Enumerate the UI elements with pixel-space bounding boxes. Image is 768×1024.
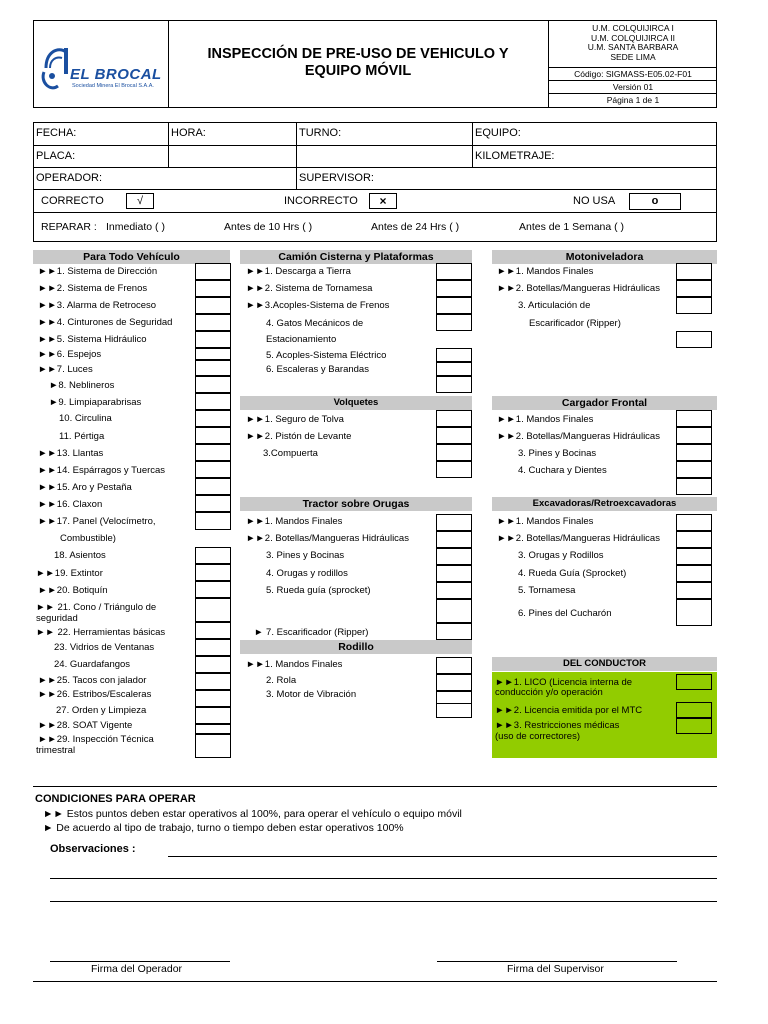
info-col-line-2 xyxy=(296,122,297,189)
todo-vehiculo-checkbox[interactable] xyxy=(195,478,231,495)
column-3-item: conducción y/o operación xyxy=(495,687,603,698)
units-list xyxy=(549,24,717,62)
observaciones-line-1[interactable] xyxy=(168,856,717,857)
todo-vehiculo-checkbox[interactable] xyxy=(195,495,231,512)
unit-1: U.M. COLQUIJIRCA I xyxy=(592,23,674,33)
tractor-header: Tractor sobre Orugas xyxy=(240,497,472,511)
todo-vehiculo-item: ►►5. Sistema Hidráulico xyxy=(38,334,147,345)
column-2-item: ►►1. Mandos Finales xyxy=(246,659,343,670)
info-col-line-3 xyxy=(472,122,473,167)
column-2-item: 6. Escaleras y Barandas xyxy=(266,364,369,375)
column-2-checkbox[interactable] xyxy=(436,657,472,674)
column-3-checkbox[interactable] xyxy=(676,331,712,348)
supervisor-label[interactable]: SUPERVISOR: xyxy=(299,172,374,184)
column-2-checkbox[interactable] xyxy=(436,674,472,691)
column-2-item: ►►2. Pistón de Levante xyxy=(246,431,352,442)
todo-vehiculo-checkbox[interactable] xyxy=(195,598,231,622)
column-3-item: ►►1. LICO (Licencia interna de xyxy=(495,677,633,688)
column-3-checkbox[interactable] xyxy=(676,280,712,297)
form-title-line1: INSPECCIÓN DE PRE-USO DE VEHICULO Y xyxy=(207,46,509,62)
column-2-checkbox[interactable] xyxy=(436,348,472,362)
column-2-checkbox[interactable] xyxy=(436,314,472,331)
column-2-checkbox[interactable] xyxy=(436,427,472,444)
todo-vehiculo-checkbox[interactable] xyxy=(195,639,231,656)
unit-4: SEDE LIMA xyxy=(610,51,656,62)
form-version: Versión 01 xyxy=(612,82,654,92)
column-3-checkbox[interactable] xyxy=(676,297,712,314)
todo-vehiculo-checkbox[interactable] xyxy=(195,581,231,598)
column-3-checkbox[interactable] xyxy=(676,427,712,444)
form-title-line2: EQUIPO MÓVIL xyxy=(304,63,412,79)
column-3-checkbox[interactable] xyxy=(676,565,712,582)
column-2-checkbox[interactable] xyxy=(436,565,472,582)
todo-vehiculo-checkbox[interactable] xyxy=(195,444,231,461)
todo-vehiculo-item: 10. Circulina xyxy=(59,413,112,424)
conductor-checkbox[interactable] xyxy=(676,674,712,690)
column-2-item: ►►3.Acoples-Sistema de Frenos xyxy=(246,300,390,311)
column-3-item: 3. Orugas y Rodillos xyxy=(518,550,604,561)
firma-operador-line[interactable] xyxy=(50,961,230,962)
todo-vehiculo-checkbox[interactable] xyxy=(195,547,231,564)
header-code-line xyxy=(548,67,717,68)
column-3-item: ►►3. Restricciones médicas xyxy=(495,720,620,731)
column-3-checkbox[interactable] xyxy=(676,548,712,565)
no-usa-box xyxy=(629,193,681,210)
todo-vehiculo-item: ►►7. Luces xyxy=(38,364,93,375)
column-3-item: Escarificador (Ripper) xyxy=(529,318,621,329)
column-2-item: ►►1. Descarga a Tierra xyxy=(246,266,351,277)
column-2-item: 4. Orugas y rodillos xyxy=(266,568,348,579)
firma-operador-label: Firma del Operador xyxy=(91,963,183,975)
todo-vehiculo-item: ►►6. Espejos xyxy=(38,349,102,360)
form-code: Código: SIGMASS-E05.02-F01 xyxy=(574,69,692,79)
company-subtitle: Sociedad Minera El Brocal S.A.A. xyxy=(72,83,154,89)
column-3-item: ►►1. Mandos Finales xyxy=(497,414,594,425)
todo-vehiculo-checkbox[interactable] xyxy=(195,393,231,410)
company-logo xyxy=(36,38,166,94)
todo-vehiculo-checkbox[interactable] xyxy=(195,360,231,376)
kilometraje-label[interactable]: KILOMETRAJE: xyxy=(475,150,555,162)
todo-vehiculo-item: ►►28. SOAT Vigente xyxy=(38,720,133,731)
firma-supervisor-label: Firma del Supervisor xyxy=(507,963,604,975)
column-2-checkbox[interactable] xyxy=(436,376,472,393)
todo-vehiculo-item: ►►17. Panel (Velocímetro, xyxy=(38,516,156,527)
column-3-item: 3. Pines y Bocinas xyxy=(518,448,597,459)
column-2-checkbox[interactable] xyxy=(436,703,472,718)
reparar-label: REPARAR : xyxy=(41,221,97,233)
todo-vehiculo-item: ►8. Neblineros xyxy=(49,380,115,391)
todo-vehiculo-checkbox[interactable] xyxy=(195,724,231,734)
todo-vehiculo-item: 27. Orden y Limpieza xyxy=(56,705,147,716)
check-icon: √ xyxy=(136,195,144,207)
column-2-checkbox[interactable] xyxy=(436,263,472,280)
correcto-label: CORRECTO xyxy=(41,195,104,207)
equipo-label[interactable]: EQUIPO: xyxy=(475,127,521,139)
column-3-item: ►►2. Botellas/Mangueras Hidráulicas xyxy=(497,283,660,294)
conductor-header: DEL CONDUCTOR xyxy=(492,657,717,671)
column-3-item: (uso de correctores) xyxy=(495,731,581,742)
column-3-checkbox[interactable] xyxy=(676,531,712,548)
todo-vehiculo-item: 24. Guardafangos xyxy=(54,659,131,670)
todo-vehiculo-item: ►►2. Sistema de Frenos xyxy=(38,283,148,294)
todo-vehiculo-item: ►►20. Botiquín xyxy=(38,585,108,596)
todo-vehiculo-item: ►►16. Claxon xyxy=(38,499,103,510)
todo-vehiculo-item: ►►29. Inspección Técnica xyxy=(38,734,154,745)
column-2-checkbox[interactable] xyxy=(436,280,472,297)
column-2-item: 3.Compuerta xyxy=(263,448,318,459)
todo-vehiculo-checkbox[interactable] xyxy=(195,263,231,280)
todo-vehiculo-checkbox[interactable] xyxy=(195,461,231,478)
column-3-checkbox[interactable] xyxy=(676,582,712,599)
info-row-line-2 xyxy=(33,167,717,168)
todo-vehiculo-item: ►► 22. Herramientas básicas xyxy=(36,627,166,638)
todo-vehiculo-checkbox[interactable] xyxy=(195,376,231,393)
column-2-checkbox[interactable] xyxy=(436,531,472,548)
cargador-header: Cargador Frontal xyxy=(492,396,717,410)
excavadoras-header: Excavadoras/Retroexcavadoras xyxy=(492,497,717,511)
conductor-checkbox[interactable] xyxy=(676,702,712,718)
header-page-line xyxy=(548,93,717,94)
column-3-checkbox[interactable] xyxy=(676,514,712,531)
conductor-checkbox[interactable] xyxy=(676,718,712,734)
todo-vehiculo-item: ►►25. Tacos con jalador xyxy=(38,675,147,686)
column-2-item: ►►1. Mandos Finales xyxy=(246,516,343,527)
reparar-semana[interactable]: Antes de 1 Semana ( ) xyxy=(519,221,625,233)
info-col-line-1 xyxy=(168,122,169,167)
column-2-checkbox[interactable] xyxy=(436,514,472,531)
correcto-box xyxy=(126,193,154,209)
column-3-item: 3. Articulación de xyxy=(518,300,591,311)
todo-vehiculo-item: ►►1. Sistema de Dirección xyxy=(38,266,158,277)
column-3-item: ►►2. Botellas/Mangueras Hidráulicas xyxy=(497,431,660,442)
header-divider-left xyxy=(168,20,169,108)
condiciones-line-2: ► De acuerdo al tipo de trabajo, turno o tiempo deben estar operativos 100% xyxy=(43,822,404,834)
todo-vehiculo-checkbox[interactable] xyxy=(195,734,231,758)
todo-vehiculo-checkbox[interactable] xyxy=(195,427,231,444)
column-3-checkbox[interactable] xyxy=(676,599,712,626)
observaciones-label: Observaciones : xyxy=(50,843,136,855)
company-name: EL BROCAL xyxy=(70,66,162,83)
column-2-item: Estacionamiento xyxy=(266,334,337,345)
hora-label[interactable]: HORA: xyxy=(171,127,206,139)
condiciones-line-1: ►► Estos puntos deben estar operativos al 100%, para operar el vehículo o equipo móvil xyxy=(43,808,462,820)
column-3-checkbox[interactable] xyxy=(676,444,712,461)
column-2-checkbox[interactable] xyxy=(436,297,472,314)
form-page: Página 1 de 1 xyxy=(606,95,660,105)
todo-vehiculo-checkbox[interactable] xyxy=(195,280,231,297)
todo-vehiculo-checkbox[interactable] xyxy=(195,622,231,639)
todo-vehiculo-item: ►►26. Estribos/Escaleras xyxy=(38,689,152,700)
column-3-item: 6. Pines del Cucharón xyxy=(518,608,612,619)
column-2-item: 3. Pines y Bocinas xyxy=(266,550,345,561)
column-2-item: ► 7. Escarificador (Ripper) xyxy=(254,627,369,638)
reparar-inmediato[interactable]: Inmediato ( ) xyxy=(106,221,165,233)
header-version-line xyxy=(548,80,717,81)
todo-vehiculo-checkbox[interactable] xyxy=(195,564,231,581)
info-row-line-4 xyxy=(33,212,717,213)
column-2-checkbox[interactable] xyxy=(436,548,472,565)
footer-rule xyxy=(33,981,717,982)
turno-label[interactable]: TURNO: xyxy=(299,127,342,139)
todo-vehiculo-item: 11. Pértiga xyxy=(59,431,105,442)
observaciones-line-3[interactable] xyxy=(50,901,717,902)
unit-3: U.M. SANTA BARBARA xyxy=(587,42,679,52)
todo-vehiculo-checkbox[interactable] xyxy=(195,410,231,427)
todo-vehiculo-checkbox[interactable] xyxy=(195,297,231,314)
placa-label[interactable]: PLACA: xyxy=(36,150,76,162)
condiciones-top-rule xyxy=(33,786,717,787)
column-3-checkbox[interactable] xyxy=(676,263,712,280)
todo-vehiculo-item: ►►4. Cinturones de Seguridad xyxy=(38,317,173,328)
circle-icon: o xyxy=(651,195,659,207)
cross-icon: × xyxy=(379,194,387,208)
column-2-item: 4. Gatos Mecánicos de xyxy=(266,318,364,329)
todo-vehiculo-item: ►►14. Espárragos y Tuercas xyxy=(38,465,166,476)
column-2-checkbox[interactable] xyxy=(436,461,472,478)
rodillo-header: Rodillo xyxy=(240,640,472,654)
column-3-checkbox[interactable] xyxy=(676,410,712,427)
todo-vehiculo-checkbox[interactable] xyxy=(195,673,231,690)
firma-supervisor-line[interactable] xyxy=(437,961,677,962)
column-3-checkbox[interactable] xyxy=(676,461,712,478)
todo-vehiculo-header: Para Todo Vehículo xyxy=(33,250,230,264)
column-2-checkbox[interactable] xyxy=(436,362,472,376)
column-2-item: 5. Acoples-Sistema Eléctrico xyxy=(266,350,387,361)
reparar-10hrs[interactable]: Antes de 10 Hrs ( ) xyxy=(224,221,313,233)
todo-vehiculo-item: 23. Vidrios de Ventanas xyxy=(54,642,155,653)
cisterna-header: Camión Cisterna y Plataformas xyxy=(240,250,472,264)
todo-vehiculo-checkbox[interactable] xyxy=(195,348,231,360)
column-3-item: 4. Cuchara y Dientes xyxy=(518,465,607,476)
column-2-item: 3. Motor de Vibración xyxy=(266,689,357,700)
fecha-label[interactable]: FECHA: xyxy=(36,127,77,139)
todo-vehiculo-checkbox[interactable] xyxy=(195,512,231,530)
column-2-checkbox[interactable] xyxy=(436,410,472,427)
column-2-checkbox[interactable] xyxy=(436,599,472,623)
info-row-line-3 xyxy=(33,189,717,190)
column-3-item: ►►1. Mandos Finales xyxy=(497,516,594,527)
todo-vehiculo-item: ►► 21. Cono / Triángulo de xyxy=(36,602,157,613)
column-3-item: 5. Tornamesa xyxy=(518,585,576,596)
column-2-checkbox[interactable] xyxy=(436,582,472,599)
column-2-item: 2. Rola xyxy=(266,675,297,686)
todo-vehiculo-checkbox[interactable] xyxy=(195,707,231,724)
column-3-checkbox[interactable] xyxy=(676,478,712,495)
todo-vehiculo-item: 18. Asientos xyxy=(54,550,106,561)
todo-vehiculo-item: ►►15. Aro y Pestaña xyxy=(38,482,132,493)
column-2-item: ►►2. Botellas/Mangueras Hidráulicas xyxy=(246,533,409,544)
column-3-item: ►►1. Mandos Finales xyxy=(497,266,594,277)
condiciones-title: CONDICIONES PARA OPERAR xyxy=(35,793,196,805)
observaciones-line-2[interactable] xyxy=(50,878,717,879)
todo-vehiculo-checkbox[interactable] xyxy=(195,656,231,673)
todo-vehiculo-item: ►►13. Llantas xyxy=(38,448,104,459)
todo-vehiculo-item: ►►19. Extintor xyxy=(36,568,103,579)
volquetes-header: Volquetes xyxy=(240,396,472,410)
todo-vehiculo-item: trimestral xyxy=(36,745,76,756)
todo-vehiculo-checkbox[interactable] xyxy=(195,690,231,707)
column-2-item: 5. Rueda guía (sprocket) xyxy=(266,585,371,596)
column-2-checkbox[interactable] xyxy=(436,623,472,640)
todo-vehiculo-item: Combustible) xyxy=(60,533,116,544)
column-2-item: ►►2. Sistema de Tornamesa xyxy=(246,283,373,294)
incorrecto-label: INCORRECTO xyxy=(284,195,358,207)
todo-vehiculo-checkbox[interactable] xyxy=(195,314,231,331)
no-usa-label: NO USA xyxy=(573,195,616,207)
todo-vehiculo-item: seguridad xyxy=(36,613,78,624)
todo-vehiculo-item: ►►3. Alarma de Retroceso xyxy=(38,300,157,311)
form-title xyxy=(170,46,546,80)
todo-vehiculo-checkbox[interactable] xyxy=(195,331,231,348)
motoniveladora-header: Motoniveladora xyxy=(492,250,717,264)
unit-2: U.M. COLQUIJIRCA II xyxy=(590,32,676,43)
column-3-item: ►►2. Botellas/Mangueras Hidráulicas xyxy=(497,533,660,544)
info-row-line-1 xyxy=(33,145,717,146)
column-3-item: ►►2. Licencia emitida por el MTC xyxy=(495,705,643,716)
operador-label[interactable]: OPERADOR: xyxy=(36,172,103,184)
reparar-24hrs[interactable]: Antes de 24 Hrs ( ) xyxy=(371,221,460,233)
incorrecto-box xyxy=(369,193,397,209)
todo-vehiculo-item: ►9. Limpiaparabrisas xyxy=(49,397,142,408)
column-2-checkbox[interactable] xyxy=(436,444,472,461)
column-3-item: 4. Rueda Guía (Sprocket) xyxy=(518,568,627,579)
column-2-item: ►►1. Seguro de Tolva xyxy=(246,414,344,425)
